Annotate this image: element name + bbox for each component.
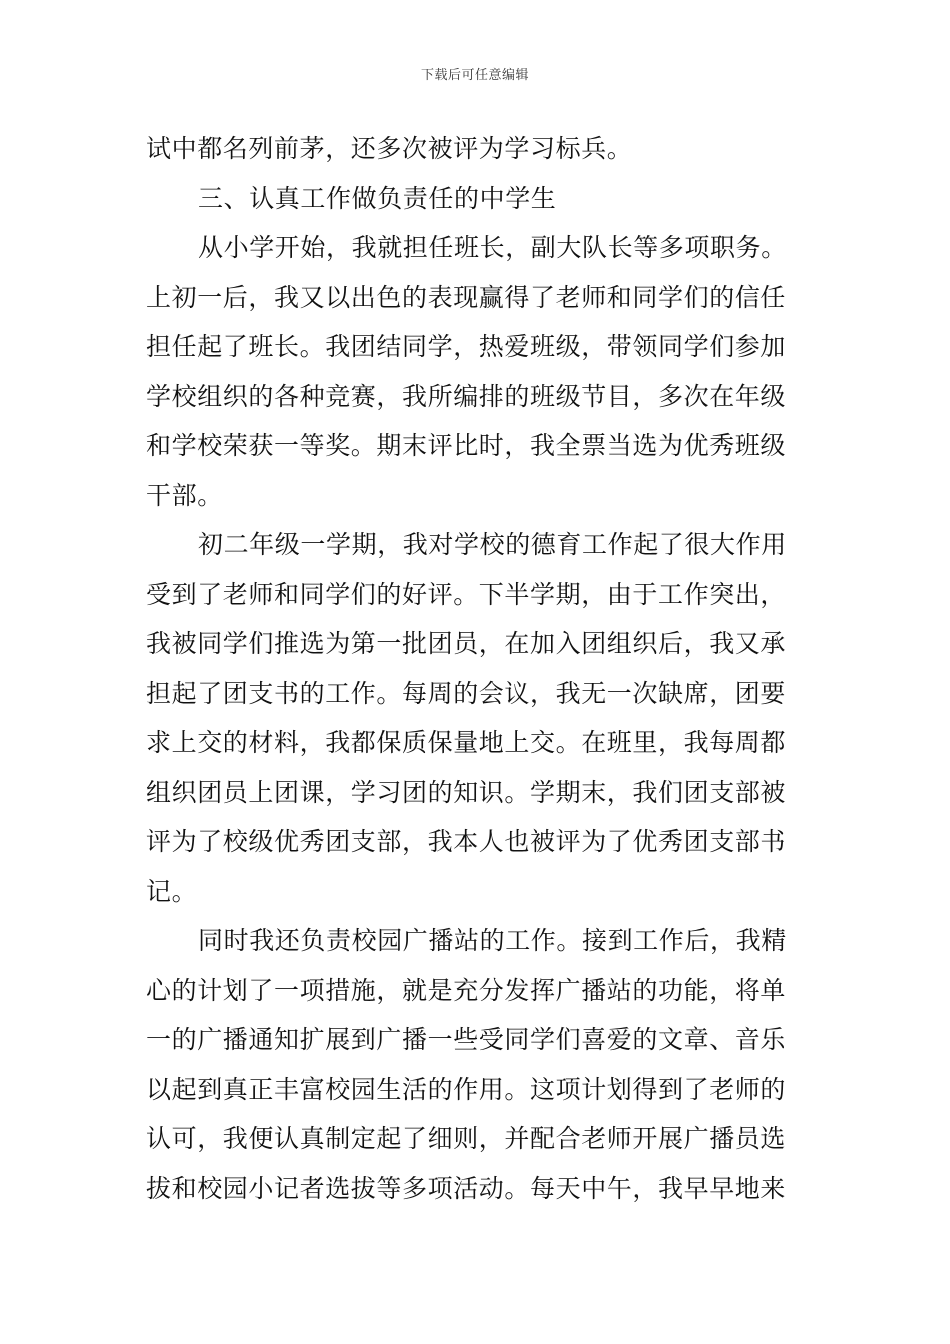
text-line: 同时我还负责校园广播站的工作。接到工作后，我精 bbox=[198, 926, 787, 955]
text-line: 受到了老师和同学们的好评。下半学期，由于工作突出， bbox=[146, 579, 787, 609]
text-line: 上初一后，我又以出色的表现赢得了老师和同学们的信任 bbox=[146, 282, 787, 312]
text-line: 拔和校园小记者选拔等多项活动。每天中午，我早早地来 bbox=[146, 1173, 787, 1203]
text-line: 担任起了班长。我团结同学，热爱班级，带领同学们参加 bbox=[146, 332, 787, 361]
text-line: 记。 bbox=[146, 876, 198, 906]
text-line: 试中都名列前茅，还多次被评为学习标兵。 bbox=[146, 134, 633, 163]
text-line: 学校组织的各种竞赛，我所编排的班级节目，多次在年级 bbox=[146, 381, 787, 411]
text-line: 求上交的材料，我都保质保量地上交。在班里，我每周都 bbox=[146, 728, 787, 757]
text-line: 和学校荣获一等奖。期末评比时，我全票当选为优秀班级 bbox=[146, 431, 787, 460]
text-line: 认可，我便认真制定起了细则，并配合老师开展广播员选 bbox=[146, 1124, 787, 1153]
section-heading: 三、认真工作做负责任的中学生 bbox=[198, 183, 557, 213]
text-line: 初二年级一学期，我对学校的德育工作起了很大作用 bbox=[198, 530, 787, 559]
text-line: 一的广播通知扩展到广播一些受同学们喜爱的文章、音乐 bbox=[146, 1025, 787, 1054]
page-header: 下载后可任意编辑 bbox=[420, 68, 529, 83]
text-line: 组织团员上团课，学习团的知识。学期末，我们团支部被 bbox=[146, 777, 787, 807]
text-line: 从小学开始，我就担任班长，副大队长等多项职务。 bbox=[198, 233, 787, 262]
text-line: 心的计划了一项措施，就是充分发挥广播站的功能，将单 bbox=[146, 975, 787, 1005]
text-line: 干部。 bbox=[146, 480, 223, 510]
document-body bbox=[146, 124, 808, 1213]
text-line: 担起了团支书的工作。每周的会议，我无一次缺席，团要 bbox=[146, 678, 787, 708]
text-line: 以起到真正丰富校园生活的作用。这项计划得到了老师的 bbox=[146, 1074, 787, 1104]
text-line: 我被同学们推选为第一批团员，在加入团组织后，我又承 bbox=[146, 629, 787, 658]
text-line: 评为了校级优秀团支部，我本人也被评为了优秀团支部书 bbox=[146, 827, 787, 856]
